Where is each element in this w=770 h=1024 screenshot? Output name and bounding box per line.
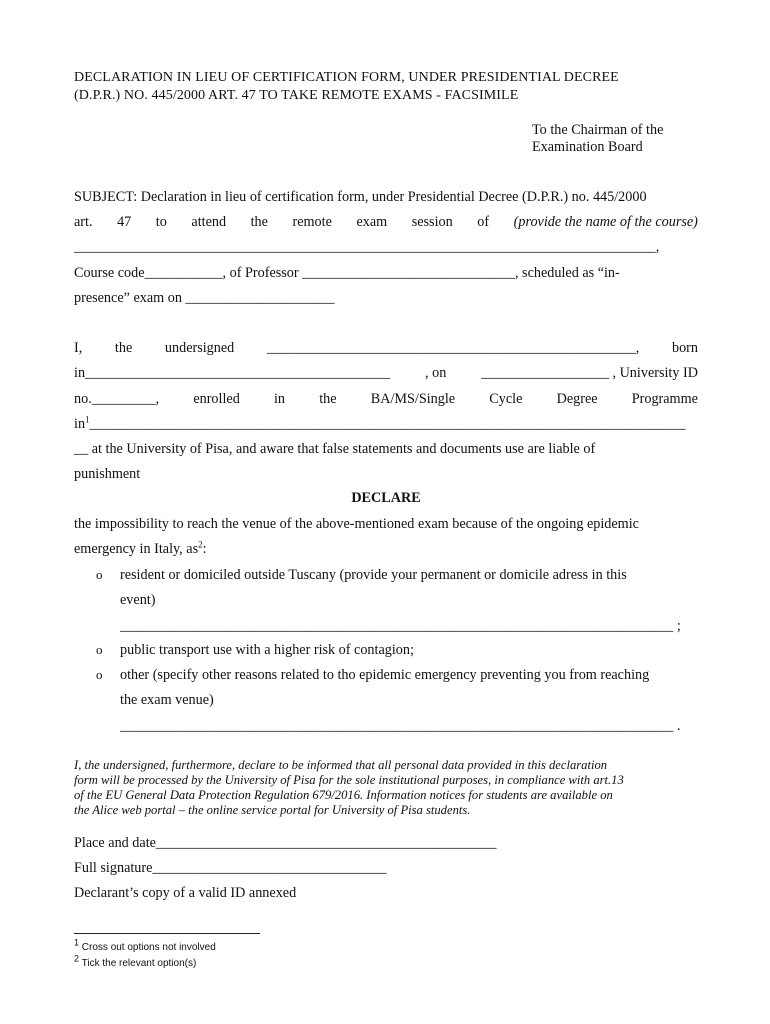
identity-line-1 xyxy=(74,339,698,357)
declare-line-1: the impossibility to reach the venue of the above-mentioned exam because of the ongoing epidemic xyxy=(74,516,639,532)
option-1-checkbox[interactable]: o xyxy=(96,567,103,582)
subject-word: session xyxy=(411,214,453,230)
identity-word: I, xyxy=(74,340,83,356)
id-annex-note: Declarant’s copy of a valid ID annexed xyxy=(74,885,297,901)
footnote-number: 1 xyxy=(74,937,80,948)
place-date-field[interactable]: Place and date________________________________________________ xyxy=(74,835,497,851)
footnote-text: Cross out options not involved xyxy=(81,942,216,953)
privacy-line-1: I, the undersigned, furthermore, declare to be informed that all personal data provided in this declaration xyxy=(74,758,608,772)
subject-line-1: SUBJECT: Declaration in lieu of certification form, under Presidential Decree (D.P.R.) no. 445/2000 xyxy=(74,189,647,205)
footnote-text: Tick the relevant option(s) xyxy=(81,958,197,969)
awareness-line: __ at the University of Pisa, and aware that false statements and documents use are liable of xyxy=(74,441,596,457)
subject-word: 47 xyxy=(117,214,132,230)
birthdate-field[interactable]: __________________ , University ID xyxy=(481,365,698,381)
identity-word: the xyxy=(319,391,337,407)
identity-word: the xyxy=(114,340,133,356)
signature-field[interactable]: Full signature_________________________________ xyxy=(74,860,387,876)
course-name-field[interactable]: __________________________________________________________________________________, xyxy=(74,239,660,255)
identity-word: BA/MS/Single xyxy=(370,391,456,407)
addressee-line-2: Examination Board xyxy=(532,139,643,155)
privacy-line-2: form will be processed by the University of Pisa for the sole institutional purposes, in compliance with art.13 xyxy=(74,773,624,787)
footnote-1 xyxy=(74,937,216,953)
birthplace-field[interactable]: in___________________________________________ xyxy=(74,365,391,381)
subject-word: art. xyxy=(74,214,93,230)
option-1-line-2: event) xyxy=(120,592,156,608)
identity-word: Degree xyxy=(556,391,598,407)
course-name-hint: (provide the name of the course) xyxy=(513,214,698,230)
address-field[interactable]: ______________________________________________________________________________ ; xyxy=(120,618,681,634)
option-3-checkbox[interactable]: o xyxy=(96,667,103,682)
other-reasons-field[interactable]: ______________________________________________________________________________ . xyxy=(120,718,681,734)
exam-date-line[interactable]: presence” exam on _____________________ xyxy=(74,290,335,306)
identity-word: Cycle xyxy=(489,391,523,407)
privacy-line-3: of the EU General Data Protection Regulation 679/2016. Information notices for students are available on xyxy=(74,788,613,802)
identity-word: in xyxy=(273,391,286,407)
addressee-line-1: To the Chairman of the xyxy=(532,122,664,138)
declare-text: emergency in Italy, as xyxy=(74,541,199,557)
programme-line[interactable] xyxy=(74,415,698,433)
option-2-line: public transport use with a higher risk of contagion; xyxy=(120,642,414,658)
option-2-checkbox[interactable]: o xyxy=(96,642,103,657)
punishment-line: punishment xyxy=(74,466,141,482)
document-title-line-2: (D.P.R.) NO. 445/2000 ART. 47 TO TAKE REMOTE EXAMS - FACSIMILE xyxy=(74,88,519,103)
footnote-number: 2 xyxy=(74,953,80,964)
identity-word: Programme xyxy=(631,391,698,407)
name-field[interactable]: ____________________________________________________, xyxy=(266,340,640,356)
option-3-line-1: other (specify other reasons related to tho epidemic emergency preventing you from reaching xyxy=(120,667,650,683)
footnote-2 xyxy=(74,953,197,969)
footnote-ref-2: 2 xyxy=(198,539,203,550)
identity-word: , on xyxy=(425,365,447,381)
footnote-ref-1: 1 xyxy=(85,415,90,425)
subject-word: exam xyxy=(356,214,388,230)
course-code-professor-line[interactable]: Course code___________, of Professor ______________________________, scheduled as “in- xyxy=(74,265,620,281)
identity-word: born xyxy=(671,340,698,356)
option-3-line-2: the exam venue) xyxy=(120,692,214,708)
declare-line-2 xyxy=(74,540,698,558)
option-1-line-1: resident or domiciled outside Tuscany (provide your permanent or domicile adress in this xyxy=(120,567,627,583)
privacy-line-4: the Alice web portal – the online service portal for University of Pisa students. xyxy=(74,803,471,817)
identity-word: undersigned xyxy=(164,340,235,356)
programme-prefix: in xyxy=(74,416,86,432)
footnote-divider xyxy=(74,933,260,934)
subject-word: to xyxy=(155,214,167,230)
subject-word: of xyxy=(477,214,490,230)
student-id-field[interactable]: no._________, xyxy=(74,391,160,407)
subject-word: remote xyxy=(292,214,332,230)
subject-word: the xyxy=(250,214,268,230)
subject-line-2 xyxy=(74,213,698,231)
declare-heading: DECLARE xyxy=(351,490,421,506)
identity-line-3 xyxy=(74,390,698,408)
declare-colon: : xyxy=(202,541,207,557)
subject-word: attend xyxy=(191,214,227,230)
programme-field[interactable]: ____________________________________________________________________________________ xyxy=(89,416,686,432)
document-title-line-1: DECLARATION IN LIEU OF CERTIFICATION FORM, UNDER PRESIDENTIAL DECREE xyxy=(74,70,619,85)
identity-word: enrolled xyxy=(193,391,240,407)
identity-line-2 xyxy=(74,364,698,382)
